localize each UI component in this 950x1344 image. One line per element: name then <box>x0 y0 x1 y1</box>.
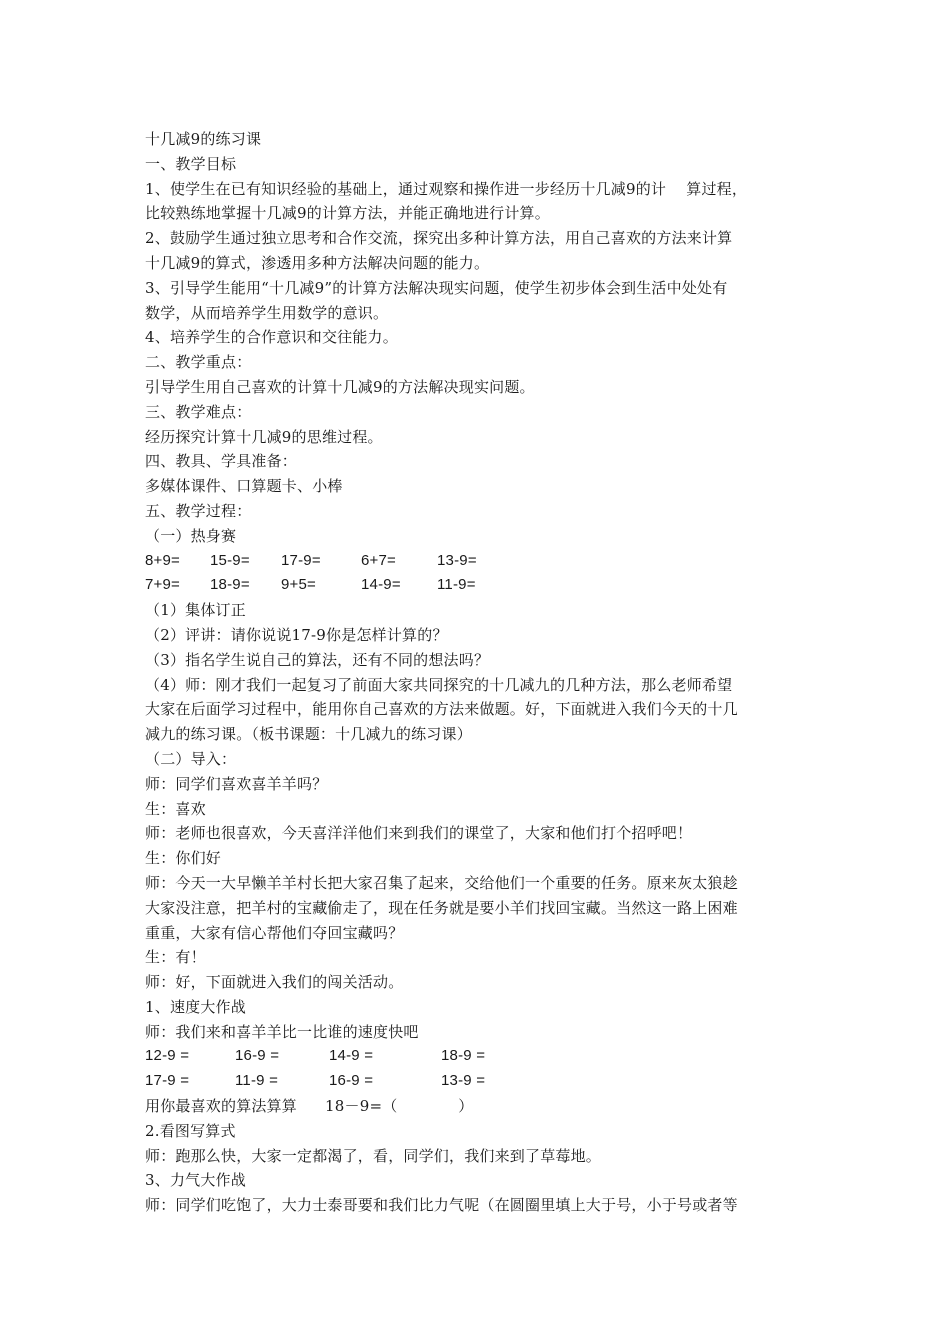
section-heading: 四、教具、学具准备： <box>145 452 298 471</box>
subsection-heading: （一）热身赛 <box>145 526 237 545</box>
warmup-row-2 <box>145 573 815 598</box>
dialogue-line: 生：喜欢 <box>145 799 206 818</box>
activity-heading: 1、速度大作战 <box>145 997 246 1016</box>
dialogue-line: 师：跑那么快，大家一定都渴了，看，同学们，我们来到了草莓地。 <box>145 1146 602 1165</box>
favorite-label: 用你最喜欢的算法算算 <box>145 1097 298 1116</box>
text-line: （4）师：刚才我们一起复习了前面大家共同探究的十几减九的几种方法，那么老师希望 <box>145 675 733 694</box>
favorite-expression: 18－9=（ ） <box>325 1097 474 1116</box>
math-expression: 17-9= <box>281 551 321 569</box>
math-expression: 6+7= <box>361 551 397 569</box>
dialogue-line: 大家没注意，把羊村的宝藏偷走了，现在任务就是要小羊们找回宝藏。当然这一路上困难 <box>145 898 738 917</box>
math-expression: 16-9 = <box>329 1072 374 1090</box>
math-expression: 9+5= <box>281 576 317 594</box>
text-line: 减九的练习课。（板书课题：十几减九的练习课） <box>145 725 472 744</box>
math-expression: 18-9= <box>210 576 250 594</box>
text-line: 多媒体课件、口算题卡、小棒 <box>145 477 343 496</box>
text-line: 大家在后面学习过程中，能用你自己喜欢的方法来做题。好，下面就进入我们今天的十几 <box>145 700 738 719</box>
dialogue-line: 生：你们好 <box>145 849 222 868</box>
section-heading: 三、教学难点： <box>145 402 252 421</box>
math-expression: 18-9 = <box>441 1047 486 1065</box>
dialogue-line: 重重，大家有信心帮他们夺回宝藏吗？ <box>145 923 404 942</box>
math-expression: 14-9= <box>361 576 401 594</box>
document-title: 十几减9的练习课 <box>145 130 262 148</box>
speed-row-2 <box>145 1069 815 1094</box>
math-expression: 7+9= <box>145 576 181 594</box>
speed-row-1 <box>145 1044 815 1069</box>
section-heading: 五、教学过程： <box>145 501 252 520</box>
dialogue-line: 师：老师也很喜欢，今天喜洋洋他们来到我们的课堂了，大家和他们打个招呼吧！ <box>145 824 693 843</box>
text-line: 比较熟练地掌握十几减9的计算方法，并能正确地进行计算。 <box>145 204 550 223</box>
dialogue-line: 师：同学们吃饱了，大力士泰哥要和我们比力气呢（在圆圈里填上大于号，小于号或者等 <box>145 1196 738 1215</box>
text-line: （1）集体订正 <box>145 601 246 620</box>
activity-heading: 3、力气大作战 <box>145 1171 246 1190</box>
text-line: 引导学生用自己喜欢的计算十几减9的方法解决现实问题。 <box>145 377 535 396</box>
math-expression: 14-9 = <box>329 1047 374 1065</box>
dialogue-line: 生：有！ <box>145 948 206 967</box>
dialogue-line: 师：同学们喜欢喜羊羊吗？ <box>145 774 328 793</box>
dialogue-line: 师：好，下面就进入我们的闯关活动。 <box>145 973 404 992</box>
document-page <box>145 127 815 1218</box>
dialogue-line: 师：今天一大早懒羊羊村长把大家召集了起来，交给他们一个重要的任务。原来灰太狼趁 <box>145 873 738 892</box>
text-line: （2）评讲：请你说说17-9你是怎样计算的？ <box>145 625 448 644</box>
text-line: 十几减9的算式，渗透用多种方法解决问题的能力。 <box>145 253 490 272</box>
text-line: 经历探究计算十几减9的思维过程。 <box>145 427 383 446</box>
math-expression: 13-9 = <box>441 1072 486 1090</box>
math-expression: 12-9 = <box>145 1047 190 1065</box>
math-expression: 11-9= <box>437 576 476 594</box>
text-line: 4、培养学生的合作意识和交往能力。 <box>145 328 398 347</box>
text-line: 3、引导学生能用“十几减9”的计算方法解决现实问题，使学生初步体会到生活中处处有 <box>145 278 728 297</box>
warmup-row-1 <box>145 549 815 574</box>
subsection-heading: （二）导入： <box>145 749 237 768</box>
math-expression: 8+9= <box>145 551 181 569</box>
math-expression: 13-9= <box>437 551 477 569</box>
math-expression: 16-9 = <box>235 1047 280 1065</box>
activity-heading: 2.看图写算式 <box>145 1121 236 1140</box>
math-expression: 17-9 = <box>145 1072 190 1090</box>
math-expression: 11-9 = <box>235 1072 279 1090</box>
favorite-method-line <box>145 1094 815 1119</box>
text-line: 一、教学目标 <box>145 154 237 173</box>
text-line: 数学，从而培养学生用数学的意识。 <box>145 303 389 322</box>
text-line: 2、鼓励学生通过独立思考和合作交流，探究出多种计算方法，用自己喜欢的方法来计算 <box>145 229 733 248</box>
text-line: （3）指名学生说自己的算法，还有不同的想法吗？ <box>145 650 490 669</box>
dialogue-line: 师：我们来和喜羊羊比一比谁的速度快吧 <box>145 1022 419 1041</box>
math-expression: 15-9= <box>210 551 250 569</box>
text-line: 1、使学生在已有知识经验的基础上，通过观察和操作进一步经历十几减9的计 算过程， <box>145 179 748 198</box>
section-heading: 二、教学重点： <box>145 353 252 372</box>
